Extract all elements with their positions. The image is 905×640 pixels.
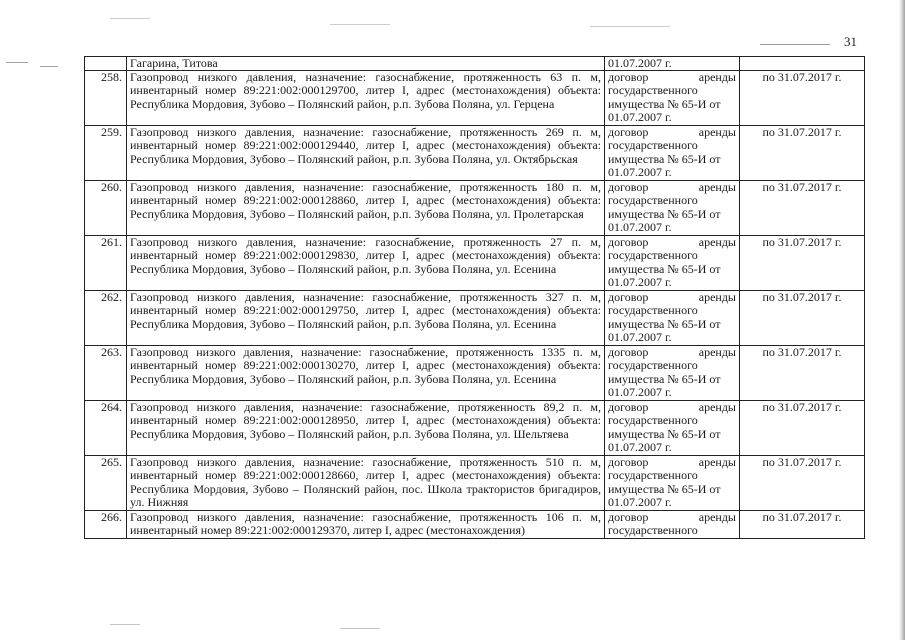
object-description: Газопровод низкого давления, назначение: газоснабжение, протяженность 89,2 п. м, инвентарный номер 89:221:002:000128950, литер I, адрес (местонахождения) объекта: Республика Мордовия, Зубово – Полянский район, р.п. Зубова Поляна, ул. Шельтяева (127, 401, 605, 456)
row-number: 266. (85, 511, 127, 539)
basis-rest: государственного имущества № 65-И от 01.07.2007 г. (608, 138, 721, 180)
basis-word: договор (608, 125, 649, 139)
row-number (85, 57, 127, 71)
page-number: 31 (844, 34, 857, 49)
object-description: Газопровод низкого давления, назначение: газоснабжение, протяженность 510 п. м, инвентарный номер 89:221:002:000128660, литер I, адрес (местонахождения) объекта: Республика Мордовия, Зубово – Полянский район, пос. Школа трактористов бригадиров, ул. Нижняя (127, 456, 605, 511)
row-number: 258. (85, 71, 127, 126)
basis-document (605, 236, 740, 291)
continued-row (85, 57, 865, 71)
scan-artifact (760, 44, 830, 45)
basis-first-line (608, 236, 736, 249)
basis-word: договор (608, 455, 649, 469)
basis-rest: государственного имущества № 65-И от 01.07.2007 г. (608, 193, 721, 235)
basis-word: договор (608, 180, 649, 194)
table-row (85, 401, 865, 456)
basis-first-line (608, 456, 736, 469)
row-number: 265. (85, 456, 127, 511)
lease-term: по 31.07.2017 г. (740, 456, 865, 511)
table-row (85, 291, 865, 346)
basis-document (605, 181, 740, 236)
basis-word: договор (608, 235, 649, 249)
basis-word: аренды (698, 345, 736, 359)
scan-artifact (330, 24, 390, 25)
row-number: 262. (85, 291, 127, 346)
scan-artifact (40, 66, 58, 67)
basis-first-line (608, 71, 736, 84)
lease-term: по 31.07.2017 г. (740, 126, 865, 181)
lease-term: по 31.07.2017 г. (740, 401, 865, 456)
basis-word: аренды (698, 125, 736, 139)
lease-term: по 31.07.2017 г. (740, 346, 865, 401)
row-number: 259. (85, 126, 127, 181)
basis-word: договор (608, 70, 649, 84)
object-description: Газопровод низкого давления, назначение: газоснабжение, протяженность 106 п. м, инвентарный номер 89:221:002:000129370, литер I, адрес (местонахождения) (127, 511, 605, 539)
object-description: Газопровод низкого давления, назначение: газоснабжение, протяженность 180 п. м, инвентарный номер 89:221:002:000128860, литер I, адрес (местонахождения) объекта: Республика Мордовия, Зубово – Полянский район, р.п. Зубова Поляна, ул. Пролетарская (127, 181, 605, 236)
basis-rest: государственного имущества № 65-И от 01.07.2007 г. (608, 358, 721, 400)
basis-word: аренды (698, 180, 736, 194)
row-number: 260. (85, 181, 127, 236)
basis-word: договор (608, 345, 649, 359)
basis-document (605, 346, 740, 401)
basis-document (605, 71, 740, 126)
basis-document (605, 126, 740, 181)
table-row (85, 456, 865, 511)
basis-document (605, 401, 740, 456)
object-description: Газопровод низкого давления, назначение: газоснабжение, протяженность 27 п. м, инвентарный номер 89:221:002:000129830, литер I, адрес (местонахождения) объекта: Республика Мордовия, Зубово – Полянский район, р.п. Зубова Поляна, ул. Есенина (127, 236, 605, 291)
object-description: Газопровод низкого давления, назначение: газоснабжение, протяженность 63 п. м, инвентарный номер 89:221:002:000129700, литер I, адрес (местонахождения) объекта: Республика Мордовия, Зубово – Полянский район, р.п. Зубова Поляна, ул. Герцена (127, 71, 605, 126)
table-row (85, 181, 865, 236)
basis-word: договор (608, 510, 649, 524)
lease-term (740, 57, 865, 71)
scan-artifact (110, 624, 140, 625)
row-number: 264. (85, 401, 127, 456)
scan-artifact (590, 26, 670, 27)
lease-term: по 31.07.2017 г. (740, 291, 865, 346)
basis-word: аренды (698, 290, 736, 304)
basis-rest: государственного (608, 523, 698, 538)
object-description (127, 57, 605, 71)
basis-rest: государственного имущества № 65-И от 01.07.2007 г. (608, 413, 721, 455)
basis-document (605, 57, 740, 71)
lease-term: по 31.07.2017 г. (740, 236, 865, 291)
basis-first-line (608, 291, 736, 304)
basis-first-line (608, 401, 736, 414)
basis-document (605, 456, 740, 511)
basis-word: аренды (698, 70, 736, 84)
table-row (85, 236, 865, 291)
scan-artifact (110, 18, 150, 19)
table-row (85, 126, 865, 181)
object-description: Газопровод низкого давления, назначение: газоснабжение, протяженность 1335 п. м, инвентарный номер 89:221:002:000130270, литер I, адрес (местонахождения) объекта: Республика Мордовия, Зубово – Полянский район, р.п. Зубова Поляна, ул. Есенина (127, 346, 605, 401)
row-number: 261. (85, 236, 127, 291)
basis-word: аренды (698, 455, 736, 469)
scan-artifact (6, 62, 28, 63)
basis-rest: государственного имущества № 65-И от 01.07.2007 г. (608, 303, 721, 345)
row-number: 263. (85, 346, 127, 401)
basis-first-line (608, 181, 736, 194)
basis-document (605, 291, 740, 346)
object-description: Газопровод низкого давления, назначение: газоснабжение, протяженность 269 п. м, инвентарный номер 89:221:002:000129440, литер I, адрес (местонахождения) объекта: Республика Мордовия, Зубово – Полянский район, р.п. Зубова Поляна, ул. Октябрьская (127, 126, 605, 181)
basis-rest: государственного имущества № 65-И от 01.07.2007 г. (608, 248, 721, 290)
property-register-table (84, 56, 865, 539)
scan-artifact (340, 628, 380, 629)
basis-first-line (608, 346, 736, 359)
basis-word: договор (608, 290, 649, 304)
basis-word: аренды (698, 510, 736, 524)
basis-word: аренды (698, 400, 736, 414)
basis-document-text: 01.07.2007 г. (608, 56, 672, 70)
basis-rest: государственного имущества № 65-И от 01.07.2007 г. (608, 83, 721, 125)
scan-edge-shadow (899, 0, 905, 640)
lease-term: по 31.07.2017 г. (740, 71, 865, 126)
object-description: Газопровод низкого давления, назначение: газоснабжение, протяженность 327 п. м, инвентарный номер 89:221:002:000129750, литер I, адрес (местонахождения) объекта: Республика Мордовия, Зубово – Полянский район, р.п. Зубова Поляна, ул. Есенина (127, 291, 605, 346)
table-row (85, 346, 865, 401)
object-description-text: Гагарина, Титова (130, 56, 218, 70)
basis-document (605, 511, 740, 539)
basis-first-line (608, 511, 736, 524)
basis-word: аренды (698, 235, 736, 249)
lease-term: по 31.07.2017 г. (740, 511, 865, 539)
basis-word: договор (608, 400, 649, 414)
table-row (85, 71, 865, 126)
lease-term: по 31.07.2017 г. (740, 181, 865, 236)
basis-rest: государственного имущества № 65-И от 01.07.2007 г. (608, 468, 721, 510)
table-row (85, 511, 865, 539)
basis-first-line (608, 126, 736, 139)
